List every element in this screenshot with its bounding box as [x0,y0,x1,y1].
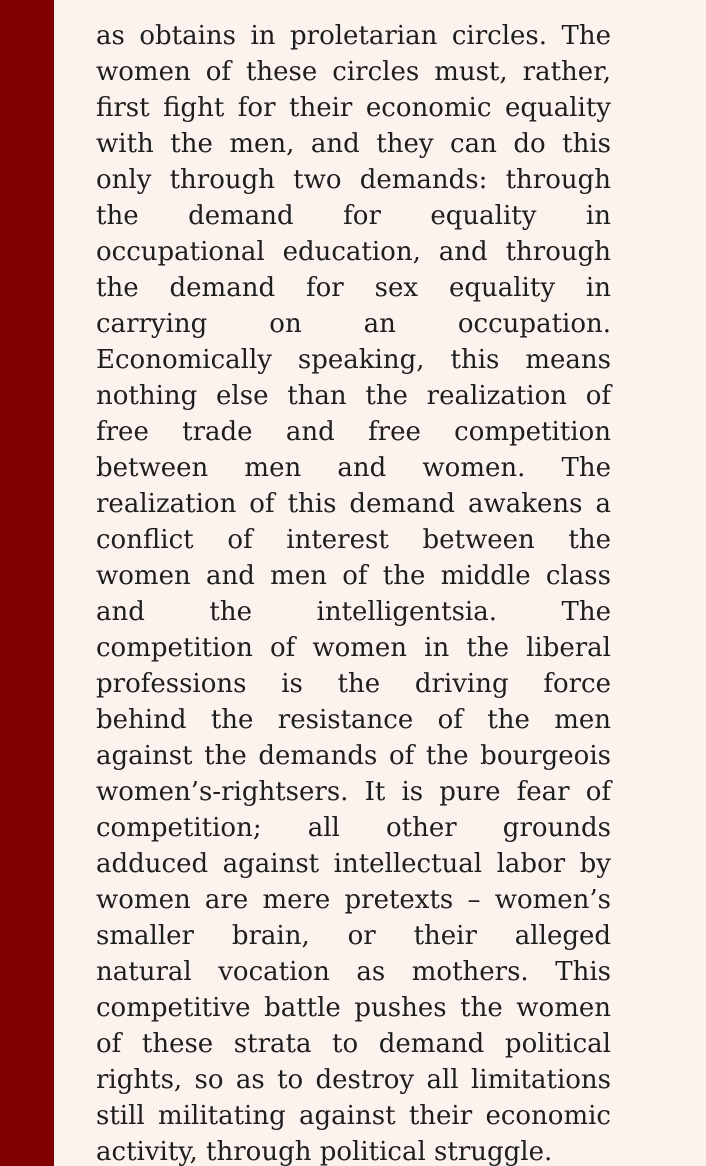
text-line: nothing else than the realization of [96,381,611,411]
text-line: as obtains in proletarian circles. The [96,21,611,51]
text-line: of these strata to demand political [96,1029,611,1059]
text-line: women’s-rightsers. It is pure fear of [96,777,611,807]
text-line: carrying on an occupation. [96,309,611,339]
book-text [96,0,611,1166]
text-line: behind the resistance of the men [96,705,611,735]
text-line: between men and women. The [96,453,611,483]
text-line: only through two demands: through [96,165,611,195]
text-line: realization of this demand awakens a [96,489,611,519]
text-line: Economically speaking, this means [96,345,611,375]
text-line: competitive battle pushes the women [96,993,611,1023]
text-line: free trade and free competition [96,417,611,447]
text-line: occupational education, and through [96,237,611,267]
text-line: still militating against their economic [96,1101,611,1131]
text-line: conflict of interest between the [96,525,611,555]
text-line: the demand for equality in [96,201,611,231]
text-line: women of these circles must, rather, [96,57,611,87]
text-line: women and men of the middle class [96,561,611,591]
text-line: first fight for their economic equality [96,93,611,123]
text-line: and the intelligentsia. The [96,597,611,627]
text-line: adduced against intellectual labor by [96,849,611,879]
text-line: women are mere pretexts – women’s [96,885,611,915]
text-line: smaller brain, or their alleged [96,921,611,951]
text-line: the demand for sex equality in [96,273,611,303]
text-line: with the men, and they can do this [96,129,611,159]
left-margin-bar [0,0,54,1166]
text-line: competition of women in the liberal [96,633,611,663]
text-line: against the demands of the bourgeois [96,741,611,771]
text-line: professions is the driving force [96,669,611,699]
text-line: rights, so as to destroy all limitations [96,1065,611,1095]
text-line-last: activity, through political struggle. [96,1137,553,1166]
text-line: natural vocation as mothers. This [96,957,611,987]
text-line: competition; all other grounds [96,813,611,843]
